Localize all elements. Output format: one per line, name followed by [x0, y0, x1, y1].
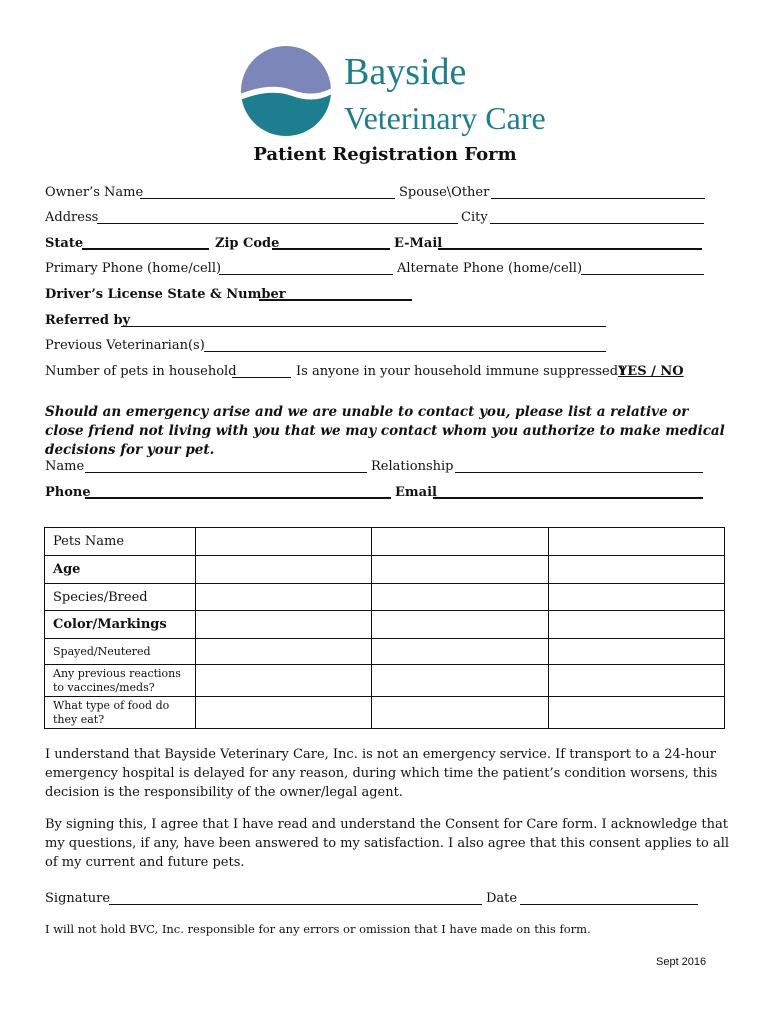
yes-no-option[interactable]: YES / NO	[618, 364, 684, 379]
contact-phone-field[interactable]	[85, 497, 391, 499]
pet-cell[interactable]	[196, 665, 372, 697]
num-pets-field[interactable]	[232, 377, 291, 378]
owners-name-field[interactable]	[140, 198, 395, 199]
relationship-label: Relationship	[371, 459, 454, 474]
pet-cell[interactable]	[548, 639, 724, 665]
pet-cell[interactable]	[196, 528, 372, 556]
pet-cell[interactable]	[372, 697, 548, 729]
table-row	[45, 584, 725, 611]
zip-field[interactable]	[272, 248, 390, 250]
previous-vets-label: Previous Veterinarian(s)	[45, 338, 205, 353]
pet-cell[interactable]	[196, 556, 372, 584]
immune-question: Is anyone in your household immune suppressed?	[296, 364, 626, 379]
spouse-label: Spouse\Other	[399, 185, 490, 200]
contact-phone-row	[45, 482, 705, 502]
pet-cell[interactable]	[548, 611, 724, 639]
owners-name-label: Owner’s Name	[45, 185, 144, 200]
table-row	[45, 611, 725, 639]
address-row	[45, 207, 705, 227]
bayside-logo-icon	[240, 44, 332, 138]
contact-name-row	[45, 456, 705, 476]
state-label: State	[45, 236, 84, 251]
table-row	[45, 556, 725, 584]
referred-by-label: Referred by	[45, 313, 131, 328]
drivers-license-field[interactable]	[259, 299, 412, 301]
pet-cell[interactable]	[372, 584, 548, 611]
page-title: Patient Registration Form	[253, 144, 517, 165]
pet-cell[interactable]	[196, 611, 372, 639]
pet-cell[interactable]	[372, 639, 548, 665]
pet-info-table	[44, 527, 725, 729]
brand-subtitle: Veterinary Care	[344, 100, 546, 136]
state-row	[45, 233, 705, 253]
primary-phone-label: Primary Phone (home/cell)	[45, 261, 222, 276]
emergency-service-paragraph: I understand that Bayside Veterinary Care, Inc. is not an emergency service. If transport to a 24-hour emergency hospital is delayed for any reason, during which time the patient’s condition worsens, this decision is the responsibility of the owner/legal agent.	[45, 747, 718, 800]
city-label: City	[461, 210, 488, 225]
pet-cell[interactable]	[372, 528, 548, 556]
table-row	[45, 665, 725, 697]
pet-cell[interactable]	[372, 556, 548, 584]
footer-date: Sept 2016	[656, 956, 707, 968]
alternate-phone-label: Alternate Phone (home/cell)	[397, 261, 583, 276]
contact-email-field[interactable]	[433, 497, 703, 499]
state-field[interactable]	[82, 248, 209, 250]
alternate-phone-field[interactable]	[581, 274, 704, 275]
num-pets-label: Number of pets in household	[45, 364, 237, 379]
emergency-note: Should an emergency arise and we are unable to contact you, please list a relative or close friend not living with you that we may contact whom you authorize to make medical decisions for your pet.	[45, 404, 725, 458]
age-label: Age	[45, 556, 196, 584]
pets-name-label: Pets Name	[45, 528, 196, 556]
signature-field[interactable]	[109, 904, 482, 905]
pet-cell[interactable]	[196, 639, 372, 665]
food-label: What type of food do they eat?	[45, 697, 196, 729]
spouse-field[interactable]	[491, 198, 705, 199]
table-row	[45, 639, 725, 665]
phone-row	[45, 258, 705, 278]
reactions-label: Any previous reactions to vaccines/meds?	[45, 665, 196, 697]
relationship-field[interactable]	[455, 472, 703, 473]
pets-count-row	[45, 361, 705, 381]
pet-cell[interactable]	[548, 556, 724, 584]
pet-cell[interactable]	[548, 665, 724, 697]
pet-cell[interactable]	[548, 584, 724, 611]
brand-name: Bayside	[344, 51, 467, 93]
license-row	[45, 284, 705, 304]
contact-email-label: Email	[395, 485, 437, 500]
pet-cell[interactable]	[548, 697, 724, 729]
species-breed-label: Species/Breed	[45, 584, 196, 611]
spayed-neutered-label: Spayed/Neutered	[45, 639, 196, 665]
email-field[interactable]	[438, 248, 702, 250]
referred-row	[45, 310, 705, 330]
disclaimer: I will not hold BVC, Inc. responsible for any errors or omission that I have made on this form.	[45, 922, 591, 936]
signature-row	[45, 888, 705, 908]
drivers-license-label: Driver’s License State & Number	[45, 287, 286, 302]
pet-cell[interactable]	[548, 528, 724, 556]
contact-name-field[interactable]	[85, 472, 367, 473]
table-row	[45, 697, 725, 729]
pet-cell[interactable]	[196, 584, 372, 611]
previous-vets-field[interactable]	[204, 351, 606, 352]
owner-row	[45, 182, 705, 202]
contact-phone-label: Phone	[45, 485, 91, 500]
pet-cell[interactable]	[196, 697, 372, 729]
referred-by-field[interactable]	[121, 326, 606, 327]
pet-cell[interactable]	[372, 611, 548, 639]
email-label: E-Mail	[394, 236, 443, 251]
pet-cell[interactable]	[372, 665, 548, 697]
signature-label: Signature	[45, 891, 111, 906]
color-markings-label: Color/Markings	[45, 611, 196, 639]
city-field[interactable]	[490, 223, 704, 224]
address-field[interactable]	[97, 223, 458, 224]
contact-name-label: Name	[45, 459, 85, 474]
zip-label: Zip Code	[215, 236, 280, 251]
date-label: Date	[486, 891, 518, 906]
primary-phone-field[interactable]	[219, 274, 393, 275]
table-row	[45, 528, 725, 556]
consent-paragraph: By signing this, I agree that I have read and understand the Consent for Care form. I acknowledge that my questions, if any, have been answered to my satisfaction. I also agree that this consent applies to all of my current and future pets.	[45, 817, 730, 870]
address-label: Address	[45, 210, 99, 225]
previous-vets-row	[45, 335, 705, 355]
date-field[interactable]	[520, 904, 698, 905]
